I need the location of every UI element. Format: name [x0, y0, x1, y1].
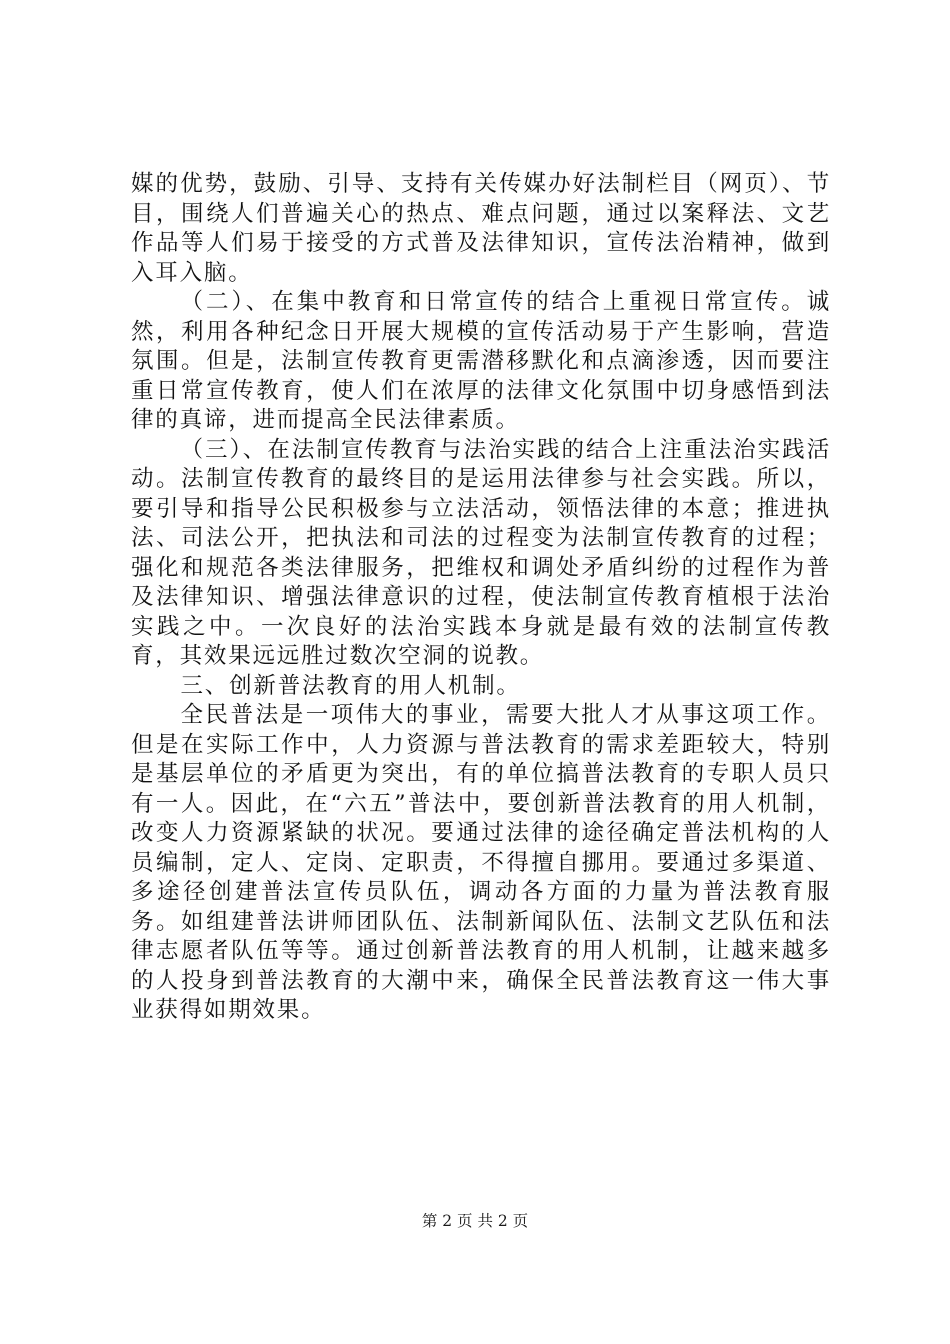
paragraph-staffing-mechanism: 全民普法是一项伟大的事业，需要大批人才从事这项工作。但是在实际工作中，人力资源与普法教育的需求差距较大，特别是基层单位的矛盾更为突出，有的单位搞普法教育的专职人员只有一人。因此，在“六五”普法中，要创新普法教育的用人机制，改变人力资源紧缺的状况。要通过法律的途径确定普法机构的人员编制，定人、定岗、定职责，不得擅自挪用。要通过多渠道、多途径创建普法宣传员队伍，调动各方面的力量为普法教育服务。如组建普法讲师团队伍、法制新闻队伍、法制文艺队伍和法律志愿者队伍等等。通过创新普法教育的用人机制，让越来越多的人投身到普法教育的大潮中来，确保全民普法教育这一伟大事业获得如期效果。	[131, 702, 831, 1023]
section-heading-staffing: 三、创新普法教育的用人机制。	[180, 672, 521, 699]
paragraph-daily-publicity: （二）、在集中教育和日常宣传的结合上重视日常宣传。诚然，利用各种纪念日开展大规模的宣传活动易于产生影响，营造氛围。但是，法制宣传教育更需潜移默化和点滴渗透，因而要注重日常宣传教育，使人们在浓厚的法律文化氛围中切身感悟到法律的真谛，进而提高全民法律素质。	[131, 289, 831, 433]
page-footer: 第 2 页 共 2 页	[421, 1212, 529, 1230]
document-body	[131, 170, 831, 1026]
paragraph-legal-practice: （三）、在法制宣传教育与法治实践的结合上注重法治实践活动。法制宣传教育的最终目的是运用法律参与社会实践。所以，要引导和指导公民积极参与立法活动，领悟法律的本意；推进执法、司法公开，把执法和司法的过程变为法制宣传教育的过程；强化和规范各类法律服务，把维权和调处矛盾纠纷的过程作为普及法律知识、增强法律意识的过程，使法制宣传教育植根于法治实践之中。一次良好的法治实践本身就是最有效的法制宣传教育，其效果远远胜过数次空洞的说教。	[131, 436, 831, 669]
paragraph-media-advantage: 媒的优势，鼓励、引导、支持有关传媒办好法制栏目（网页）、节目，围绕人们普遍关心的热点、难点问题，通过以案释法、文艺作品等人们易于接受的方式普及法律知识，宣传法治精神，做到入耳入脑。	[131, 171, 831, 286]
